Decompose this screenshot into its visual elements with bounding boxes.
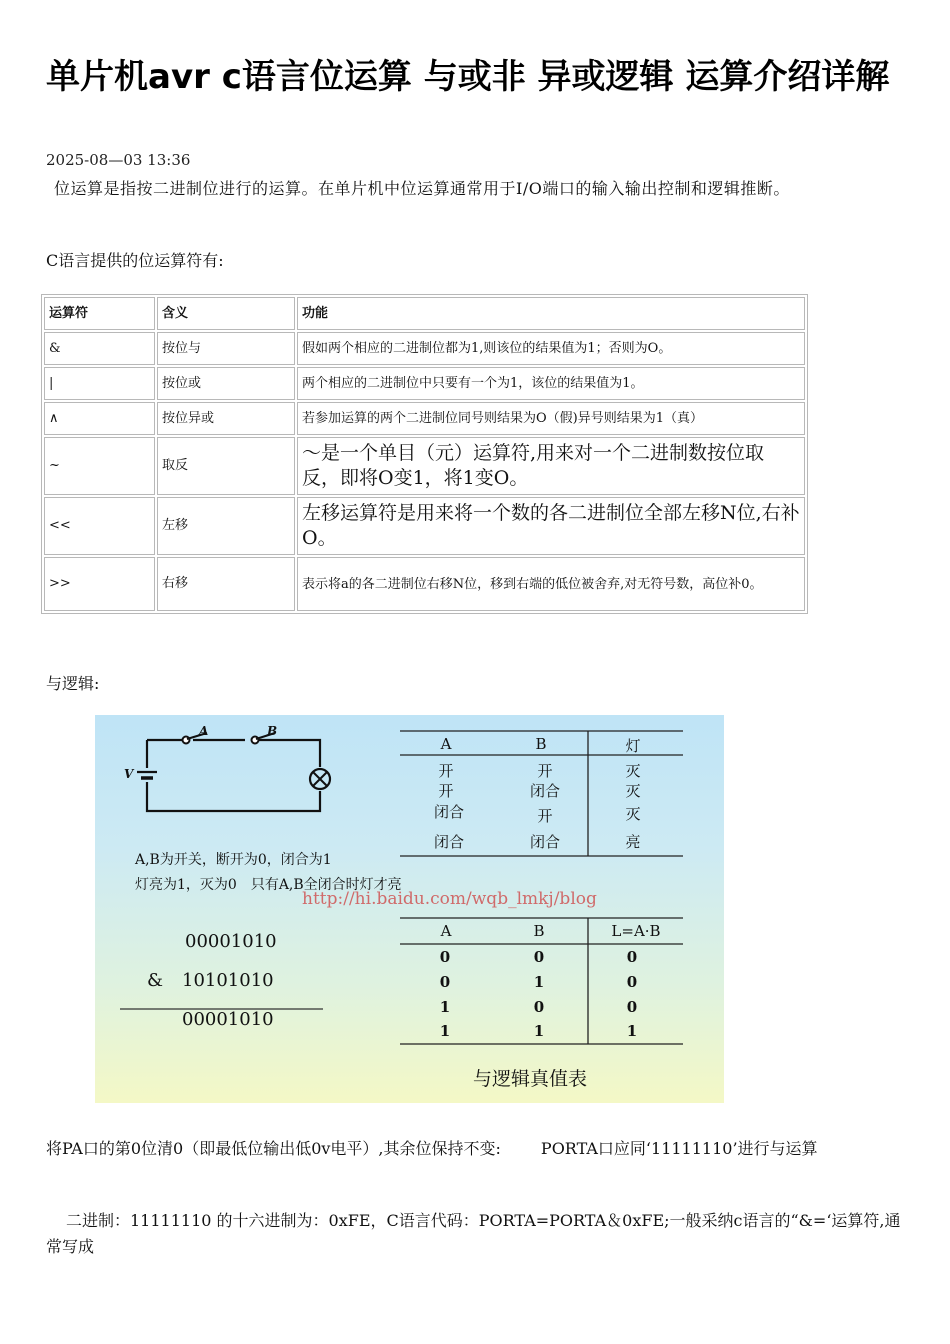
function-cell: 假如两个相应的二进制位都为1,则该位的结果值为1；否则为O。 [297,332,805,365]
operator-cell: >> [44,557,155,611]
truth-cell: 0 [439,948,451,966]
truth-cell: 0 [533,998,545,1016]
function-cell: 若参加运算的两个二进制位同号则结果为O（假)异号则结果为1（真） [297,402,805,435]
truth-header-l: L=A·B [611,922,661,940]
header-function: 功能 [297,297,805,330]
truth-cell: 1 [626,1022,638,1040]
paragraph-clear-bit-a: 将PA口的第0位清0（即最低位输出低0v电平）,其余位保持不变: [46,1139,501,1158]
paragraph-clear-bit [46,1136,906,1162]
page-title: 单片机avr c语言位运算 与或非 异或逻辑 运算介绍详解 [46,57,890,97]
truth-cell: 1 [439,998,451,1016]
and-logic-label: 与逻辑: [46,674,100,693]
truth-header-b: B [533,922,545,940]
meaning-cell: 右移 [157,557,295,611]
table-header-row [44,297,805,330]
header-operator: 运算符 [44,297,155,330]
intro-paragraph: 位运算是指按二进制位进行的运算。在单片机中位运算通常用于I/O端口的输入输出控制和逻辑推断。 [54,179,790,198]
switch-cell: 闭合 [529,782,560,800]
truth-cell: 1 [533,1022,545,1040]
voltage-label: V [124,767,134,781]
truth-cell: 0 [626,948,638,966]
truth-cell: 0 [626,998,638,1016]
truth-cell: 0 [533,948,545,966]
table-row [44,332,805,365]
operator-cell: ~ [44,437,155,495]
publish-date: 2025-08—03 13:36 [46,151,191,169]
truth-table-caption: 与逻辑真值表 [473,1068,588,1090]
header-meaning: 含义 [157,297,295,330]
truth-cell: 0 [439,973,451,991]
switch-cell: 灭 [625,762,641,780]
operator-cell: | [44,367,155,400]
truth-cell: 1 [533,973,545,991]
switch-header-a: A [440,735,452,753]
table-row [44,402,805,435]
operator-cell: & [44,332,155,365]
switch-cell: 开 [438,782,454,800]
watermark-url: http://hi.baidu.com/wqb_lmkj/blog [302,889,597,909]
switch-cell: 开 [537,807,553,825]
figure-caption-line2: 灯亮为1，灭为0 只有A,B全闭合时灯才亮 [135,877,402,893]
operator-cell: ∧ [44,402,155,435]
table-row [44,497,805,555]
switch-cell: 亮 [625,833,641,851]
binary-operand2: 10101010 [182,970,274,991]
switch-a-label: A [199,724,209,738]
meaning-cell: 左移 [157,497,295,555]
truth-cell: 1 [439,1022,451,1040]
paragraph-clear-bit-b: PORTA口应同‘11111110’进行与运算 [540,1139,818,1158]
binary-operand1: 00001010 [185,931,277,952]
truth-cell: 0 [626,973,638,991]
switch-cell: 闭合 [529,833,560,851]
paragraph-hex-code: 二进制：11111110 的十六进制为：0xFE，C语言代码：PORTA=PORTA＆0xFE;一般采纳c语言的“&=‘运算符,通常写成 [46,1211,901,1256]
switch-cell: 灭 [625,782,641,800]
switch-header-b: B [535,735,547,753]
function-cell: ～是一个单目（元）运算符,用来对一个二进制数按位取反，即将O变1，将1变O。 [297,437,805,495]
switch-cell: 灭 [625,805,641,823]
and-logic-figure [95,715,724,1103]
switch-cell: 闭合 [433,833,464,851]
meaning-cell: 按位与 [157,332,295,365]
meaning-cell: 按位异或 [157,402,295,435]
binary-result: 00001010 [182,1009,274,1030]
figure-caption-line1: A,B为开关，断开为0，闭合为1 [135,852,332,868]
switch-cell: 开 [537,762,553,780]
table-row [44,557,805,611]
function-cell: 表示将a的各二进制位右移N位，移到右端的低位被舍弃,对无符号数，高位补0。 [297,557,805,611]
meaning-cell: 取反 [157,437,295,495]
operators-intro: C语言提供的位运算符有: [46,251,224,270]
function-cell: 左移运算符是用来将一个数的各二进制位全部左移N位,右补O。 [297,497,805,555]
switch-header-lamp: 灯 [625,737,641,755]
switch-b-label: B [267,724,278,738]
switch-cell: 闭合 [433,803,464,821]
function-cell: 两个相应的二进制位中只要有一个为1，该位的结果值为1。 [297,367,805,400]
switch-cell: 开 [438,762,454,780]
meaning-cell: 按位或 [157,367,295,400]
truth-header-a: A [440,922,452,940]
operator-table [41,294,808,614]
table-row [44,437,805,495]
table-row [44,367,805,400]
binary-operator: & [147,970,164,991]
operator-cell: << [44,497,155,555]
